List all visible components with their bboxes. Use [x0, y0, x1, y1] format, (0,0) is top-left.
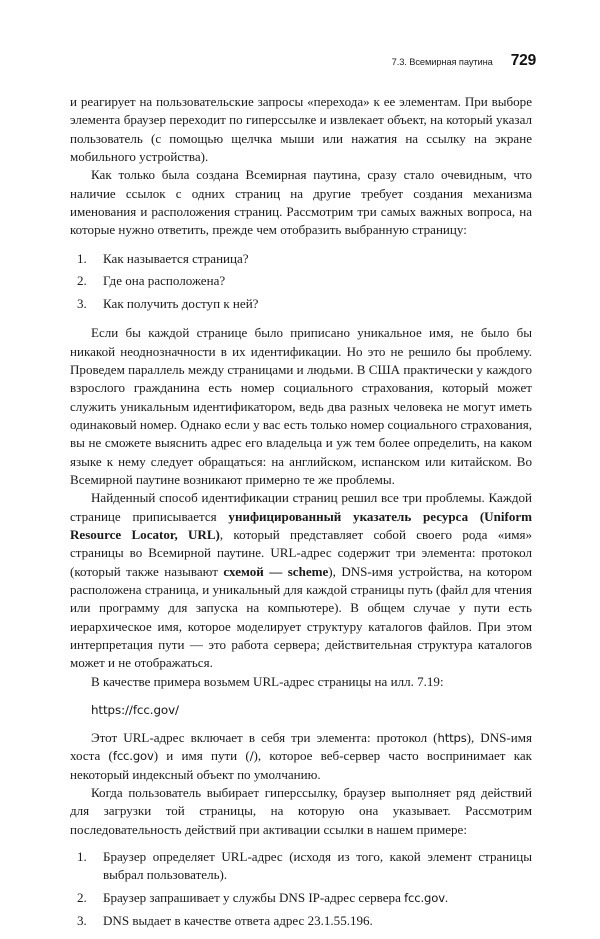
list-item-text: DNS выдает в качестве ответа адрес 23.1.55.196. — [103, 912, 373, 928]
paragraph-4-part-3: ), DNS-имя устройства, на котором расположена страница, и уникальный для каждой страницы путь (файл для чтения или программу для запуска на компьютере). В общем случае у пути есть иерархическое имя, которое моделирует структуру каталогов файлов. При этом интерпретация пути — это работа сервера; действительная структура каталогов может и не отображаться. — [70, 563, 532, 671]
paragraph-2: Как только была создана Всемирная паутина, сразу стало очевидным, что наличие ссылок с одних страниц на другие требует создания механизма именования и расположения страниц. Рассмотрим три самых важных вопроса, на которые нужно ответить, прежде чем отобразить выбранную страницу: — [70, 167, 532, 238]
paragraph-4 — [70, 489, 532, 672]
list-item-text: Браузер определяет URL-адрес (исходя из того, какой элемент страницы выбрал пользователь). — [103, 849, 532, 883]
list-item-text: Где она расположена? — [103, 273, 226, 289]
list-item-text: Как получить доступ к ней? — [103, 295, 259, 311]
page-number: 729 — [510, 52, 536, 69]
list-marker: 2. — [77, 273, 87, 289]
list-item — [70, 295, 532, 313]
list-marker: 3. — [77, 295, 87, 311]
paragraph-6-part-2: ), DNS-имя хоста ( — [70, 730, 532, 764]
list-item-text-before: Браузер запрашивает у службы DNS IP-адрес сервера — [103, 889, 405, 905]
list-item-text — [103, 889, 532, 907]
paragraph-4-part-2: , который представляет собой своего рода «имя» страницы во Всемирной паутине. URL-адрес содержит три элемента: протокол (который также называют — [70, 526, 532, 579]
paragraph-1: и реагирует на пользовательские запросы «перехода» к ее элементам. При выборе элемента браузер переходит по гиперссылке и извлекает объект, на который указал пользователь (с помощью щелчка мыши или нажатия на ссылку на экране мобильного устройства). — [70, 94, 532, 165]
question-list — [70, 250, 532, 313]
list-item — [70, 250, 532, 268]
list-item — [70, 848, 532, 885]
list-item-text-after: . — [444, 889, 449, 905]
list-item — [70, 912, 532, 930]
term-url-definition: унифицированный указатель ресурса (Uniform Resource Locator, URL) — [70, 508, 532, 542]
running-head-section-title: 7.3. Всемирная паутина — [391, 57, 493, 67]
paragraph-6-part-3: ) и имя пути ( — [153, 748, 250, 764]
code-protocol: https — [437, 731, 467, 746]
code-host-dns: fcc.gov — [404, 890, 445, 905]
list-item — [70, 272, 532, 290]
list-marker: 2. — [77, 889, 87, 905]
paragraph-5: В качестве примера возьмем URL-адрес страницы на илл. 7.19: — [91, 673, 444, 689]
paragraph-3: Если бы каждой странице было приписано уникальное имя, не было бы никакой неоднозначности в их идентификации. Но это не решило бы проблему. Проведем параллель между страницами и людьми. В США практически у каждого взрослого гражданина есть номер социального страхования, который может служить уникальным идентификатором, ведь два разных человека не могут иметь одинаковый номер. Однако если у вас есть только номер социального страхования, вы не сможете выяснить адрес его владельца и уж тем более определить, на каком языке к нему следует обращаться: на английском, испанском или китайском. Во Всемирной паутине возникают примерно те же проблемы. — [70, 325, 532, 487]
paragraph-6-part-1: Этот URL-адрес включает в себя три элемента: протокол ( — [91, 730, 438, 746]
url-example: https://fcc.gov/ — [91, 703, 179, 718]
paragraph-4-part-1: Найденный способ идентификации страниц решил все три проблемы. Каждой странице приписывается — [70, 490, 532, 524]
body-text-block — [70, 93, 532, 939]
list-marker: 1. — [77, 849, 87, 865]
paragraph-6 — [70, 729, 532, 784]
paragraph-6-part-4: ), которое веб-сервер часто воспринимает как некоторый индексный объект по умолчанию. — [70, 748, 532, 782]
list-marker: 3. — [77, 912, 87, 928]
list-item — [70, 889, 532, 907]
code-host: fcc.gov — [112, 749, 154, 764]
paragraph-7: Когда пользователь выбирает гиперссылку, браузер выполняет ряд действий для загрузки той страницы, на которую она указывает. Рассмотрим последовательность действий при активации ссылки в нашем примере: — [70, 785, 532, 837]
code-path: / — [249, 749, 254, 764]
list-marker: 1. — [77, 250, 87, 266]
link-activation-steps-list — [70, 848, 532, 930]
term-scheme: схемой — scheme — [223, 563, 329, 579]
running-head — [392, 52, 536, 70]
list-item-text: Как называется страница? — [103, 250, 249, 266]
